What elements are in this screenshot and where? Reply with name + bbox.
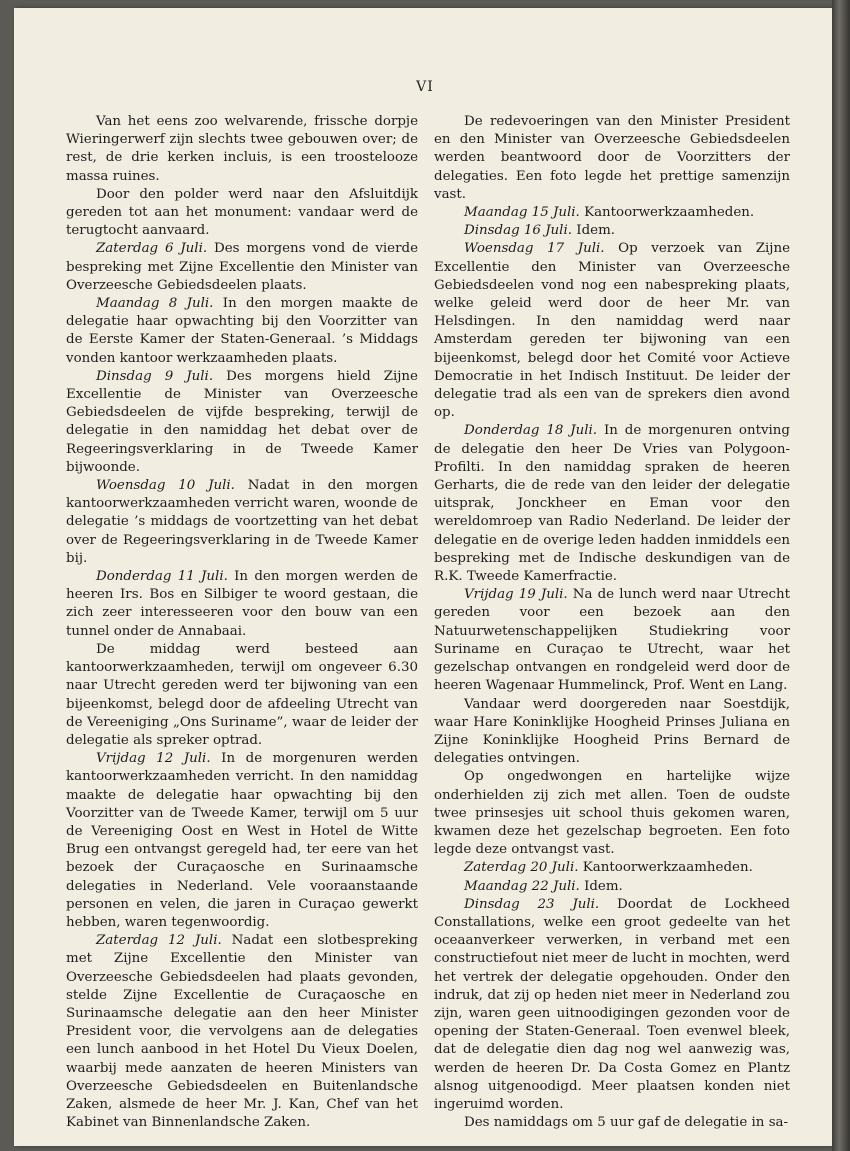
paragraph [66,240,418,295]
paragraph [434,204,790,222]
page-edge [832,0,850,1151]
paragraph-text: Kantoorwerkzaamheden. [582,860,753,876]
paragraph-text: Door den polder werd naar den Afsluitdijk gereden tot aan het monument: vandaar werd de terugtocht aanvaard. [66,186,418,239]
paragraph-text: Kantoorwerkzaamheden. [584,205,755,221]
paragraph-text: Des morgens vond de vierde bespreking met Zijne Excellentie den Minister van Overzeesche Gebiedsdeelen plaats. [66,241,419,293]
entry-date: Zaterdag 12 Juli. [96,933,222,949]
entry-date: Maandag 22 Juli. [464,878,580,894]
entry-date: Woensdag 10 Juli. [96,478,235,494]
paragraph [434,696,790,769]
paragraph-text: In de morgenuren werden kantoorwerkzaamheden verricht. In den namiddag maakte de delegatie haar opwachting bij den Voorzitter van de Tweede Kamer, terwijl om 5 uur de Vereeniging Oost en West in Hotel de Witte Brug een ontvangst geregeld had, ter eere van het bezoek der Curaçaosche en Surinaamsche delegaties in Nederland. Vele vooraanstaande personen en velen, die jaren in Curaçao gewerkt hebben, waren tegenwoordig. [66,751,418,930]
paragraph-text: Des morgens hield Zijne Excellentie de Minister van Overzeesche Gebiedsdeelen de vijfde bespreking, terwijl de delegatie in den namiddag het debat over de Regeeringsverklaring in de Tweede Kamer bijwoonde. [66,368,418,475]
paragraph-text: De middag werd besteed aan kantoorwerkzaamheden, terwijl om ongeveer 6.30 naar Utrecht gereden werd ter bijwoning van een bijeenkomst, belegd door de afdeeling Utrecht van de Vereeniging „Ons Suriname”, waar de leider der delegatie als spreker optrad. [66,641,418,748]
paragraph [66,477,418,568]
paragraph-text: Vandaar werd doorgereden naar Soestdijk, waar Hare Koninklijke Hoogheid Prinses Juliana en Zijne Koninklijke Hoogheid Prins Bernard de delegaties ontvingen. [434,696,790,767]
paragraph [434,1114,790,1132]
paragraph [434,768,790,859]
paragraph-text: Idem. [576,223,616,239]
paragraph [434,240,790,422]
entry-date: Vrijdag 12 Juli. [96,751,211,767]
paragraph [66,295,418,368]
entry-date: Maandag 15 Juli. [464,205,580,221]
paragraph [434,222,790,240]
entry-date: Dinsdag 16 Juli. [464,223,573,239]
paragraph-text: In de morgenuren ontving de delegatie den heer De Vries van Polygoon-Profilti. In den namiddag spraken de heeren Gerharts, die de rede van den leider der delegatie uitsprak, Jonckheer en Eman voor den wereldomroep van Radio Nederland. De leider der delegatie en de overige leden hadden inmiddels een bespreking met de Indische deskundigen van de R.K. Tweede Kamerfractie. [434,423,790,585]
paragraph [66,186,418,241]
paragraph [434,878,790,896]
paragraph [66,641,418,750]
paragraph-text: Van het eens zoo welvarende, frissche dorpje Wieringerwerf zijn slechts twee gebouwen over; de rest, de drie kerken incluis, is een troostelooze massa ruines. [66,114,418,184]
paragraph [434,113,790,204]
paragraph-text: Nadat in den morgen kantoorwerkzaamheden verricht waren, woonde de delegatie ’s middags de voortzetting van het debat over de Regeeringsverklaring in de Tweede Kamer bij. [66,478,418,566]
paragraph-text: Des namiddags om 5 uur gaf de delegatie in sa- [464,1115,789,1131]
page-number: VI [416,79,434,95]
entry-date: Dinsdag 23 Juli. [464,896,600,912]
paragraph [66,368,418,477]
paragraph [66,568,418,641]
paragraph-text: In den morgen maakte de delegatie haar opwachting bij den Voorzitter van de Eerste Kamer der Staten-Generaal. ’s Middags vonden kantoor werkzaamheden plaats. [66,296,419,366]
entry-date: Vrijdag 19 Juli. [464,587,568,603]
paragraph-text: Op verzoek van Zijne Excellentie den Minister van Overzeesche Gebiedsdeelen vond nog een nabespreking plaats, welke geleid werd door de heer Mr. van Helsdingen. In den namiddag werd naar Amsterdam gereden ter bijwoning van een bijeenkomst, belegd door het Comité voor Actieve Democratie in het Indisch Instituut. De leider der delegatie trad als een van de sprekers dien avond op. [434,241,790,421]
paragraph-text: De redevoeringen van den Minister President en den Minister van Overzeesche Gebiedsdeelen werden beantwoord door de Voorzitters der delegaties. Een foto legde het prettige samenzijn vast. [434,114,790,202]
left-column [66,113,418,1132]
paragraph [66,113,418,186]
paragraph [66,750,418,932]
paragraph-text: Na de lunch werd naar Utrecht gereden voor een bezoek aan den Natuurwetenschappelijken Studiekring voor Suriname en Curaçao te Utrecht, waar het gezelschap ontvangen en rondgeleid werd door de heeren Wagenaar Hummelinck, Prof. Went en Lang. [434,587,790,694]
paragraph-text: Doordat de Lockheed Constallations, welke een groot gedeelte van het oceaanverkeer verwerken, in verband met een constructiefout niet meer de lucht in mochten, werd het vertrek der delegatie opgehouden. Onder den indruk, dat zij op heden niet meer in Nederland zou zijn, waren geen uitnoodigingen gezonden voor de opening der Staten-Generaal. Toen evenwel bleek, dat de delegatie dien dag nog wel aanwezig was, werden de heeren Dr. Da Costa Gomez en Plantz alsnog uitgenoodigd. Meer plaatsen konden niet ingeruimd worden. [434,896,790,1112]
paragraph [66,932,418,1132]
entry-date: Donderdag 18 Juli. [464,423,598,439]
right-column [434,113,790,1132]
paragraph [434,859,790,877]
entry-date: Dinsdag 9 Juli. [96,368,214,384]
entry-date: Zaterdag 20 Juli. [464,860,579,876]
entry-date: Woensdag 17 Juli. [464,241,605,257]
paragraph-text: In den morgen werden de heeren Irs. Bos en Silbiger te woord gestaan, die zich zeer interesseeren voor den bouw van een tunnel onder de Annabaai. [66,569,418,639]
paragraph-text: Nadat een slotbespreking met Zijne Excellentie den Minister van Overzeesche Gebiedsdeelen had plaats gevonden, stelde Zijne Excellentie de Curaçaosche en Surinaamsche delegatie aan den heer Minister President voor, die vervolgens aan de delegaties een lunch aanbood in het Hotel Du Vieux Doelen, waarbij mede aanzaten de heeren Ministers van Overzeesche Gebiedsdeelen en Buitenlandsche Zaken, alsmede de heer Mr. J. Kan, Chef van het Kabinet van Binnenlandsche Zaken. [66,933,418,1131]
entry-date: Donderdag 11 Juli. [96,569,228,585]
paragraph [434,586,790,695]
entry-date: Zaterdag 6 Juli. [96,241,208,257]
entry-date: Maandag 8 Juli. [96,296,214,312]
paragraph [434,422,790,586]
paragraph-text: Op ongedwongen en hartelijke wijze onderhielden zij zich met allen. Toen de oudste twee prinsesjes uit school thuis gekomen waren, kwamen deze het gezelschap begroeten. Een foto legde deze ontvangst vast. [434,769,790,858]
paragraph [434,896,790,1114]
paragraph-text: Idem. [584,878,623,894]
